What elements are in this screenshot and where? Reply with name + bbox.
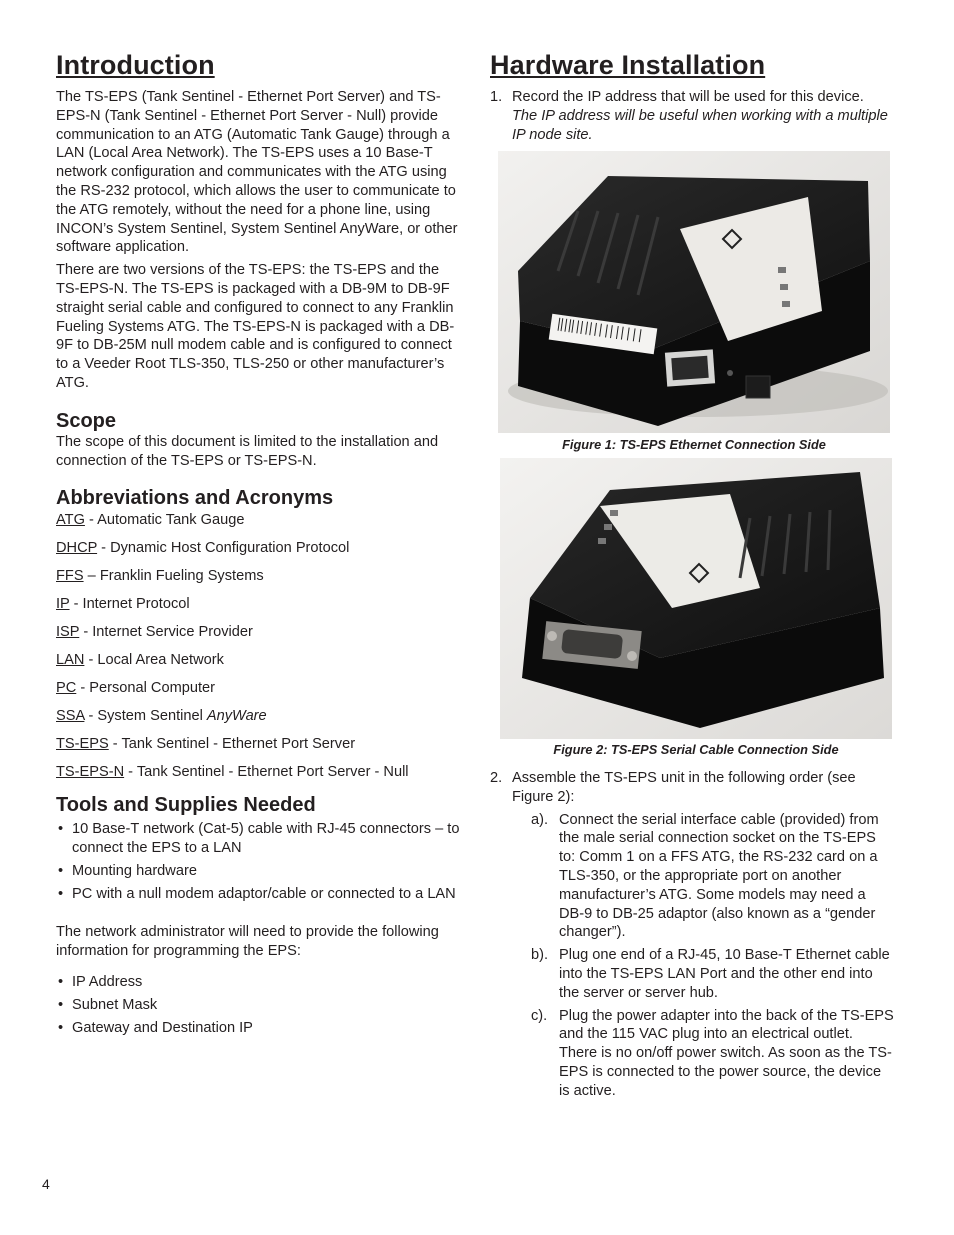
abbreviation-separator: -: [97, 540, 111, 557]
abbreviation-term: TS-EPS-N: [56, 764, 125, 781]
left-column: [56, 48, 466, 1041]
tools-list: [56, 820, 466, 903]
substep-text: Plug the power adapter into the back of the TS-EPS and the 115 VAC plug into an electrical outlet. There is no on/off power switch. As soon as the TS-EPS is connected to the power source, the device is active.: [559, 1007, 894, 1099]
hardware-installation-heading: Hardware Installation: [490, 50, 766, 80]
substep-label: c).: [531, 1007, 548, 1024]
abbreviation-separator: -: [79, 624, 93, 641]
abbreviation-separator: -: [124, 764, 137, 781]
abbreviation-definition: Dynamic Host Configuration Protocol: [110, 540, 350, 557]
abbreviation-item: [56, 651, 466, 670]
abbreviation-item: [56, 707, 466, 726]
abbreviation-item: [56, 595, 466, 614]
abbreviation-term: SSA: [56, 708, 85, 725]
tools-list-item: • Mounting hardware: [56, 862, 466, 881]
ts-eps-ethernet-side-image: [498, 151, 890, 433]
step-1-note: The IP address will be useful when working with a multiple IP node site.: [512, 107, 888, 143]
abbreviation-separator: -: [84, 512, 98, 529]
abbreviation-term: ATG: [56, 512, 85, 529]
substep-item: [490, 811, 894, 943]
tools-heading: Tools and Supplies Needed: [56, 794, 316, 817]
network-info-item: • Gateway and Destination IP: [56, 1019, 466, 1038]
network-info-item: • IP Address: [56, 973, 466, 992]
abbreviation-definition: System Sentinel: [97, 708, 207, 725]
abbreviation-definition-italic: AnyWare: [206, 708, 267, 725]
abbreviation-item: [56, 735, 466, 754]
abbreviation-term: ISP: [56, 624, 80, 641]
abbreviation-term: PC: [56, 680, 77, 697]
tools-list-item: • PC with a null modem adaptor/cable or connected to a LAN: [56, 885, 466, 904]
abbreviation-item: [56, 679, 466, 698]
step-2: [490, 769, 894, 807]
network-info-item: • Subnet Mask: [56, 996, 466, 1015]
step-2-number: 2.: [490, 770, 503, 786]
abbreviation-separator: -: [69, 596, 83, 613]
step-1: [490, 88, 894, 144]
abbreviation-definition: Internet Protocol: [82, 596, 190, 613]
substep-label: a).: [531, 811, 549, 828]
abbreviation-definition: Internet Service Provider: [92, 624, 253, 641]
abbreviation-item: [56, 511, 466, 530]
ts-eps-serial-side-image: [500, 458, 892, 739]
abbreviation-definition: Personal Computer: [89, 680, 215, 697]
abbreviation-item: [56, 763, 466, 782]
substep-item: [490, 1007, 894, 1101]
tools-list-item: • 10 Base-T network (Cat-5) cable with RJ-45 connectors – to connect the EPS to a LAN: [56, 820, 466, 858]
network-admin-text: The network administrator will need to provide the following information for programming the EPS:: [56, 924, 439, 960]
intro-paragraph-1: The TS-EPS (Tank Sentinel - Ethernet Port Server) and TS-EPS-N (Tank Sentinel - Ethernet Port Server - Null) provide communication to an ATG (Automatic Tank Gauge) through a LAN (Local Area Network). The TS-EPS uses a 10 Base-T network configuration and communicates with the ATG using the RS-232 protocol, which allows the user to communicate to the ATG remotely, without the need for a phone line, using INCON’s System Sentinel, System Sentinel AnyWare, or other software application.: [56, 89, 458, 256]
figure-2-photo: [500, 458, 892, 739]
abbreviation-item: [56, 567, 466, 586]
abbreviation-term: DHCP: [56, 540, 98, 557]
abbreviation-item: [56, 539, 466, 558]
figure-2-caption: Figure 2: TS-EPS Serial Cable Connection Side: [553, 742, 839, 757]
step-1-number: 1.: [490, 89, 503, 105]
abbreviation-definition: Tank Sentinel - Ethernet Port Server: [121, 736, 356, 753]
substep-text: Connect the serial interface cable (provided) from the male serial connection socket on the TS-EPS to: Comm 1 on a FFS ATG, the RS-232 card on a TLS-350, or the appropriate port on another manufacturer’s ATG. Some models may need a DB-9 to DB-25 adaptor (also known as a “gender changer”).: [559, 811, 879, 941]
abbreviation-term: FFS: [56, 568, 84, 585]
abbreviation-separator: -: [108, 736, 122, 753]
abbreviation-term: IP: [56, 596, 70, 613]
page-number: 4: [42, 1176, 50, 1192]
abbreviation-separator: -: [84, 652, 98, 669]
abbreviations-list: [56, 511, 466, 782]
figure-1-photo: [498, 151, 890, 433]
step-2-block: [490, 769, 894, 1105]
abbreviation-definition: Franklin Fueling Systems: [99, 568, 264, 585]
scope-text: The scope of this document is limited to the installation and connection of the TS-EPS or TS-EPS-N.: [56, 433, 439, 469]
substeps-list: [490, 811, 894, 1101]
abbreviation-definition: Tank Sentinel - Ethernet Port Server - Null: [136, 764, 409, 781]
substep-text: Plug one end of a RJ-45, 10 Base-T Ethernet cable into the TS-EPS LAN Port and the other end into the server or server hub.: [559, 947, 890, 1001]
step-2-text: Assemble the TS-EPS unit in the following order (see Figure 2):: [512, 770, 856, 805]
substep-item: [490, 946, 894, 1002]
abbreviation-term: TS-EPS: [56, 736, 109, 753]
introduction-heading: Introduction: [56, 50, 215, 80]
abbreviations-heading: Abbreviations and Acronyms: [56, 487, 334, 510]
network-info-list: [56, 973, 466, 1037]
abbreviation-term: LAN: [56, 652, 85, 669]
figure-1-caption: Figure 1: TS-EPS Ethernet Connection Side: [562, 437, 826, 452]
abbreviation-separator: –: [83, 568, 100, 585]
scope-heading: Scope: [56, 409, 117, 432]
abbreviation-separator: -: [84, 708, 98, 725]
abbreviation-definition: Automatic Tank Gauge: [97, 512, 245, 529]
abbreviation-item: [56, 623, 466, 642]
right-column: [490, 48, 894, 1099]
substep-label: b).: [531, 947, 549, 964]
intro-paragraph-2: There are two versions of the TS-EPS: the TS-EPS and the TS-EPS-N. The TS-EPS is packaged with a DB-9M to DB-9F straight serial cable and configured to connect to any Franklin Fueling Systems ATG. The TS-EPS-N is packaged with a DB-9F to DB-25M null modem cable and is configured to connect to a Veeder Root TLS-350, TLS-250 or other manufacturer’s ATG.: [56, 262, 455, 391]
abbreviation-definition: Local Area Network: [97, 652, 224, 669]
step-1-text: Record the IP address that will be used for this device.: [512, 89, 864, 105]
abbreviation-separator: -: [76, 680, 90, 697]
